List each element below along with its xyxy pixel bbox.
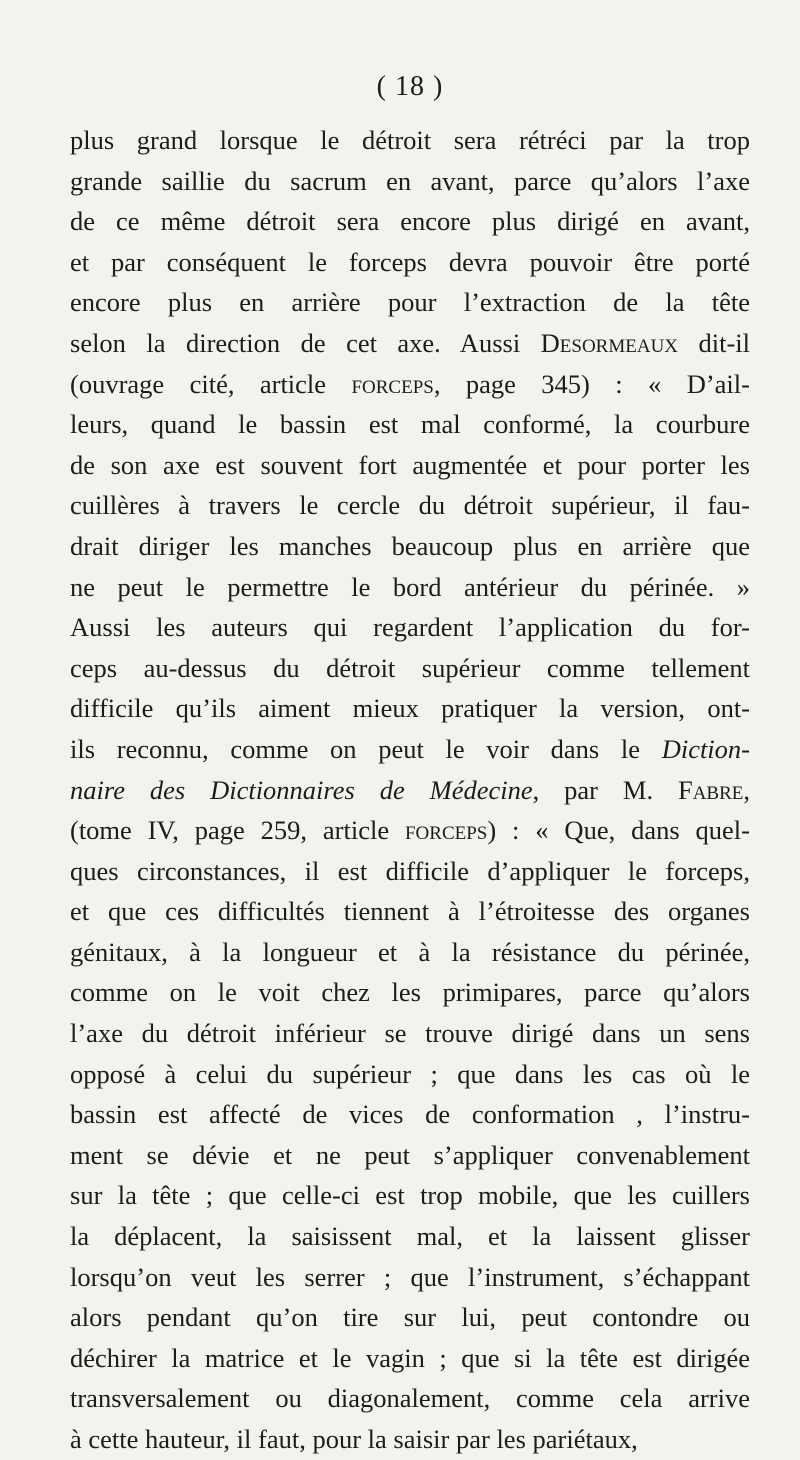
text-line (70, 851, 750, 892)
text-line (70, 1054, 750, 1095)
text-run: , page 345) : « D’ail- (433, 368, 750, 399)
text-run: ques circonstances, il est difficile d’appliquer le forceps, (70, 855, 750, 886)
text-line (70, 1419, 750, 1460)
text-line (70, 120, 750, 161)
text-run: et par conséquent le forceps devra pouvoir être porté (70, 246, 750, 277)
text-run: bassin est affecté de vices de conformation , l’instru- (70, 1099, 750, 1130)
text-run: déchirer la matrice et le vagin ; que si la tête est dirigée (70, 1342, 750, 1373)
text-run: la déplacent, la saisissent mal, et la laissent glisser (70, 1221, 750, 1252)
body-text (70, 120, 750, 1460)
text-line (70, 1297, 750, 1338)
text-run: comme on le voit chez les primipares, parce qu’alors (70, 977, 750, 1008)
text-run: plus grand lorsque le détroit sera rétréci par la trop (70, 125, 750, 155)
text-line (70, 161, 750, 202)
text-line (70, 729, 750, 770)
text-run: , (743, 774, 751, 805)
text-line (70, 1378, 750, 1419)
text-line (70, 607, 750, 648)
text-run: (ouvrage cité, article (70, 368, 352, 399)
page-number: ( 18 ) (376, 71, 444, 102)
text-line (70, 201, 750, 242)
text-run: et que ces difficultés tiennent à l’étroitesse des organes (70, 896, 750, 927)
text-run: difficile qu’ils aiment mieux pratiquer la version, ont- (70, 693, 750, 724)
text-line (70, 567, 750, 608)
text-run: encore plus en arrière pour l’extraction de la tête (70, 287, 750, 318)
text-line (70, 364, 750, 405)
text-run: l’axe du détroit inférieur se trouve dirigé dans un sens (70, 1018, 750, 1049)
text-run: drait diriger les manches beaucoup plus en arrière que (70, 530, 750, 561)
text-line (70, 1135, 750, 1176)
text-line (70, 810, 750, 851)
text-line (70, 242, 750, 283)
text-line (70, 1013, 750, 1054)
text-line (70, 1175, 750, 1216)
text-run: (tome IV, page 259, article (70, 815, 405, 846)
text-run: ) : « Que, dans quel- (487, 815, 750, 846)
text-run: génitaux, à la longueur et à la résistance du périnée, (70, 936, 750, 967)
text-line (70, 1216, 750, 1257)
text-line (70, 891, 750, 932)
text-line (70, 282, 750, 323)
text-run: ment se dévie et ne peut s’appliquer convenablement (70, 1139, 750, 1170)
text-run: opposé à celui du supérieur ; que dans les cas où le (70, 1058, 750, 1089)
text-run: Aussi les auteurs qui regardent l’application du for- (70, 612, 750, 643)
text-run: grande saillie du sacrum en avant, parce qu’alors l’axe (70, 165, 750, 196)
text-run: ceps au-dessus du détroit supérieur comme tellement (70, 652, 750, 683)
text-run: selon la direction de cet axe. Aussi (70, 327, 541, 358)
text-run: lorsqu’on veut les serrer ; que l’instrument, s’échappant (70, 1261, 750, 1292)
text-run: leurs, quand le bassin est mal conformé, la courbure (70, 409, 750, 440)
small-caps-run: Desormeaux (540, 327, 679, 358)
text-line (70, 972, 750, 1013)
text-line (70, 688, 750, 729)
text-run: de son axe est souvent fort augmentée et pour porter les (70, 449, 750, 480)
text-run: sur la tête ; que celle-ci est trop mobile, que les cuillers (70, 1180, 750, 1211)
small-caps-run: Fabre (677, 774, 744, 805)
italic-run: naire des Dictionnaires de Médecine (70, 774, 533, 805)
italic-run: Diction- (661, 733, 750, 764)
text-run: alors pendant qu’on tire sur lui, peut contondre ou (70, 1302, 750, 1333)
text-line (70, 1338, 750, 1379)
text-run: dit-il (678, 327, 750, 358)
text-line (70, 1257, 750, 1298)
text-line (70, 932, 750, 973)
text-run: ne peut le permettre le bord antérieur du périnée. » (70, 571, 750, 602)
text-line (70, 526, 750, 567)
text-run: , par M. (532, 774, 678, 805)
text-run: ils reconnu, comme on peut le voir dans le (70, 733, 662, 764)
text-line (70, 404, 750, 445)
text-line (70, 323, 750, 364)
text-line (70, 770, 750, 811)
small-caps-run: forceps (351, 368, 434, 399)
text-line (70, 485, 750, 526)
text-line (70, 1094, 750, 1135)
text-run: transversalement ou diagonalement, comme cela arrive (70, 1383, 750, 1414)
text-line (70, 648, 750, 689)
text-run: de ce même détroit sera encore plus dirigé en avant, (70, 206, 750, 237)
text-run: à cette hauteur, il faut, pour la saisir par les pariétaux, (70, 1424, 638, 1454)
small-caps-run: forceps (404, 815, 488, 846)
text-run: cuillères à travers le cercle du détroit supérieur, il fau- (70, 490, 750, 521)
text-line (70, 445, 750, 486)
